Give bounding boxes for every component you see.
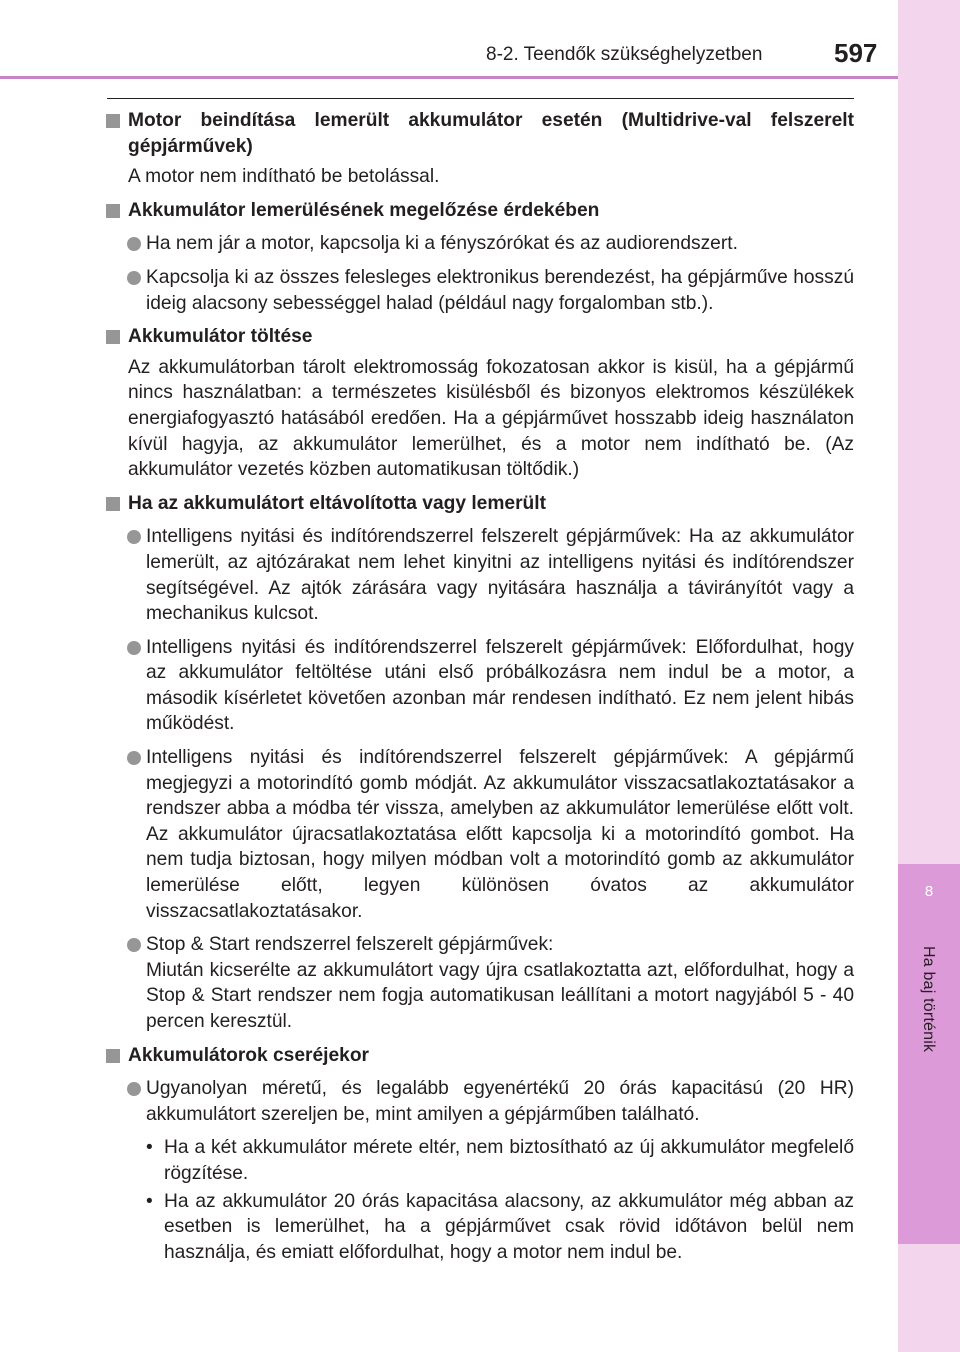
list-item: Intelligens nyitási és indítórendszerrel felszerelt gépjárművek: Ha az akkumulátor lemerült, az ajtózárakat nem lehet kinyitni az intelligens nyitási és indítórendszer segítségével. Az ajtók zárására vagy nyitására használja a távirányítót vagy a mechanikus kulcsot. (106, 524, 854, 626)
section-rule (107, 98, 854, 99)
circle-bullet-icon (127, 271, 141, 285)
circle-bullet-icon (127, 641, 141, 655)
circle-bullet-icon (127, 530, 141, 544)
section-removed-discharged (106, 491, 854, 1035)
square-bullet-icon (106, 497, 120, 511)
sub-list-item: • Ha a két akkumulátor mérete eltér, nem biztosítható az új akkumulátor megfelelő rögzítése. (146, 1137, 854, 1184)
circle-bullet-icon (127, 938, 141, 952)
section-heading: Akkumulátor töltése (106, 324, 854, 350)
square-bullet-icon (106, 1049, 120, 1063)
section-replacement (106, 1043, 854, 1266)
section-paragraph: Az akkumulátorban tárolt elektromosság fokozatosan akkor is kisül, ha a gépjármű nincs használatban: a természetes kisülésből és bizonyos elektromos készülékek energiafogyasztó hatásából eredően. Ha a gépjárművet hosszabb ideig használaton kívül hagyja, az akkumulátor lemerülhet, és a motor nem indítható be. (Az akkumulátor vezetés közben automatikusan töltődik.) (128, 356, 854, 481)
section-heading: Ha az akkumulátort eltávolította vagy lemerült (106, 491, 854, 517)
section-engine-start (106, 108, 854, 190)
list-item: Intelligens nyitási és indítórendszerrel felszerelt gépjárművek: Előfordulhat, hogy az akkumulátor feltöltése utáni első próbálkozásra nem indul be a motor, a második kísérletet követően azonban már rendesen indítható. Ez nem jelent hibás működést. (106, 635, 854, 737)
section-paragraph: A motor nem indítható be betolással. (128, 166, 440, 188)
section-prevent-discharge (106, 198, 854, 316)
chapter-tab-number: 8 (924, 883, 934, 900)
list-item: Ugyanolyan méretű, és legalább egyenértékű 20 órás kapacitású (20 HR) akkumulátort szereljen be, mint amilyen a gépjárműben található. (106, 1076, 854, 1127)
section-charging (106, 324, 854, 483)
list-item: Ha nem jár a motor, kapcsolja ki a fényszórókat és az audiorendszert. (106, 231, 854, 257)
list-item-stop-start (106, 932, 854, 1034)
circle-bullet-icon (127, 751, 141, 765)
section-heading: Akkumulátorok cseréjekor (106, 1043, 854, 1069)
page-number: 597 (834, 38, 878, 68)
stop-start-text: Miután kicserélte az akkumulátort vagy újra csatlakoztatta azt, előfordulhat, hogy a Stop & Start rendszer nem fogja automatikusan leállítani a motort nagyjából 5 - 40 percen keresztül. (146, 959, 854, 1032)
chapter-tab-label: Ha baj történik (920, 946, 937, 1053)
section-heading: Motor beindítása lemerült akkumulátor esetén (Multidrive-val felszerelt gépjárművek) (106, 108, 854, 159)
dot-bullet-icon: • (146, 1137, 153, 1159)
section-heading: Akkumulátor lemerülésének megelőzése érdekében (106, 198, 854, 224)
circle-bullet-icon (127, 237, 141, 251)
square-bullet-icon (106, 114, 120, 128)
circle-bullet-icon (127, 1082, 141, 1096)
square-bullet-icon (106, 204, 120, 218)
stop-start-title: Stop & Start rendszerrel felszerelt gépjárművek: (146, 934, 554, 956)
dot-bullet-icon: • (146, 1190, 153, 1212)
page-content (106, 108, 854, 1265)
sub-list-item: • Ha az akkumulátor 20 órás kapacitása alacsony, az akkumulátor még abban az esetben is lemerülhet, ha a gépjárművet csak rövid időtávon belül nem használja, és emiatt előfordulhat, hogy a motor nem indul be. (146, 1190, 854, 1263)
header-divider (0, 76, 898, 79)
list-item: Kapcsolja ki az összes felesleges elektronikus berendezést, ha gépjárműve hosszú ideig alacsony sebességgel halad (például nagy forgalomban stb.). (106, 265, 854, 316)
list-item: Intelligens nyitási és indítórendszerrel felszerelt gépjárművek: A gépjármű megjegyzi a motorindító gomb módját. Az akkumulátor visszacsatlakoztatásakor a rendszer abba a módba tér vissza, amelyben az akkumulátor lemerülése előtt volt. Az akkumulátor újracsatlakoztatása előtt kapcsolja ki a motorindító gombot. Ha nem tudja biztosan, hogy milyen módban volt a motorindító gomb az akkumulátor lemerülése előtt, legyen különösen óvatos az akkumulátor visszacsatlakoztatásakor. (106, 745, 854, 924)
square-bullet-icon (106, 330, 120, 344)
sub-list (106, 1135, 854, 1265)
chapter-title: 8-2. Teendők szükséghelyzetben (486, 44, 763, 65)
